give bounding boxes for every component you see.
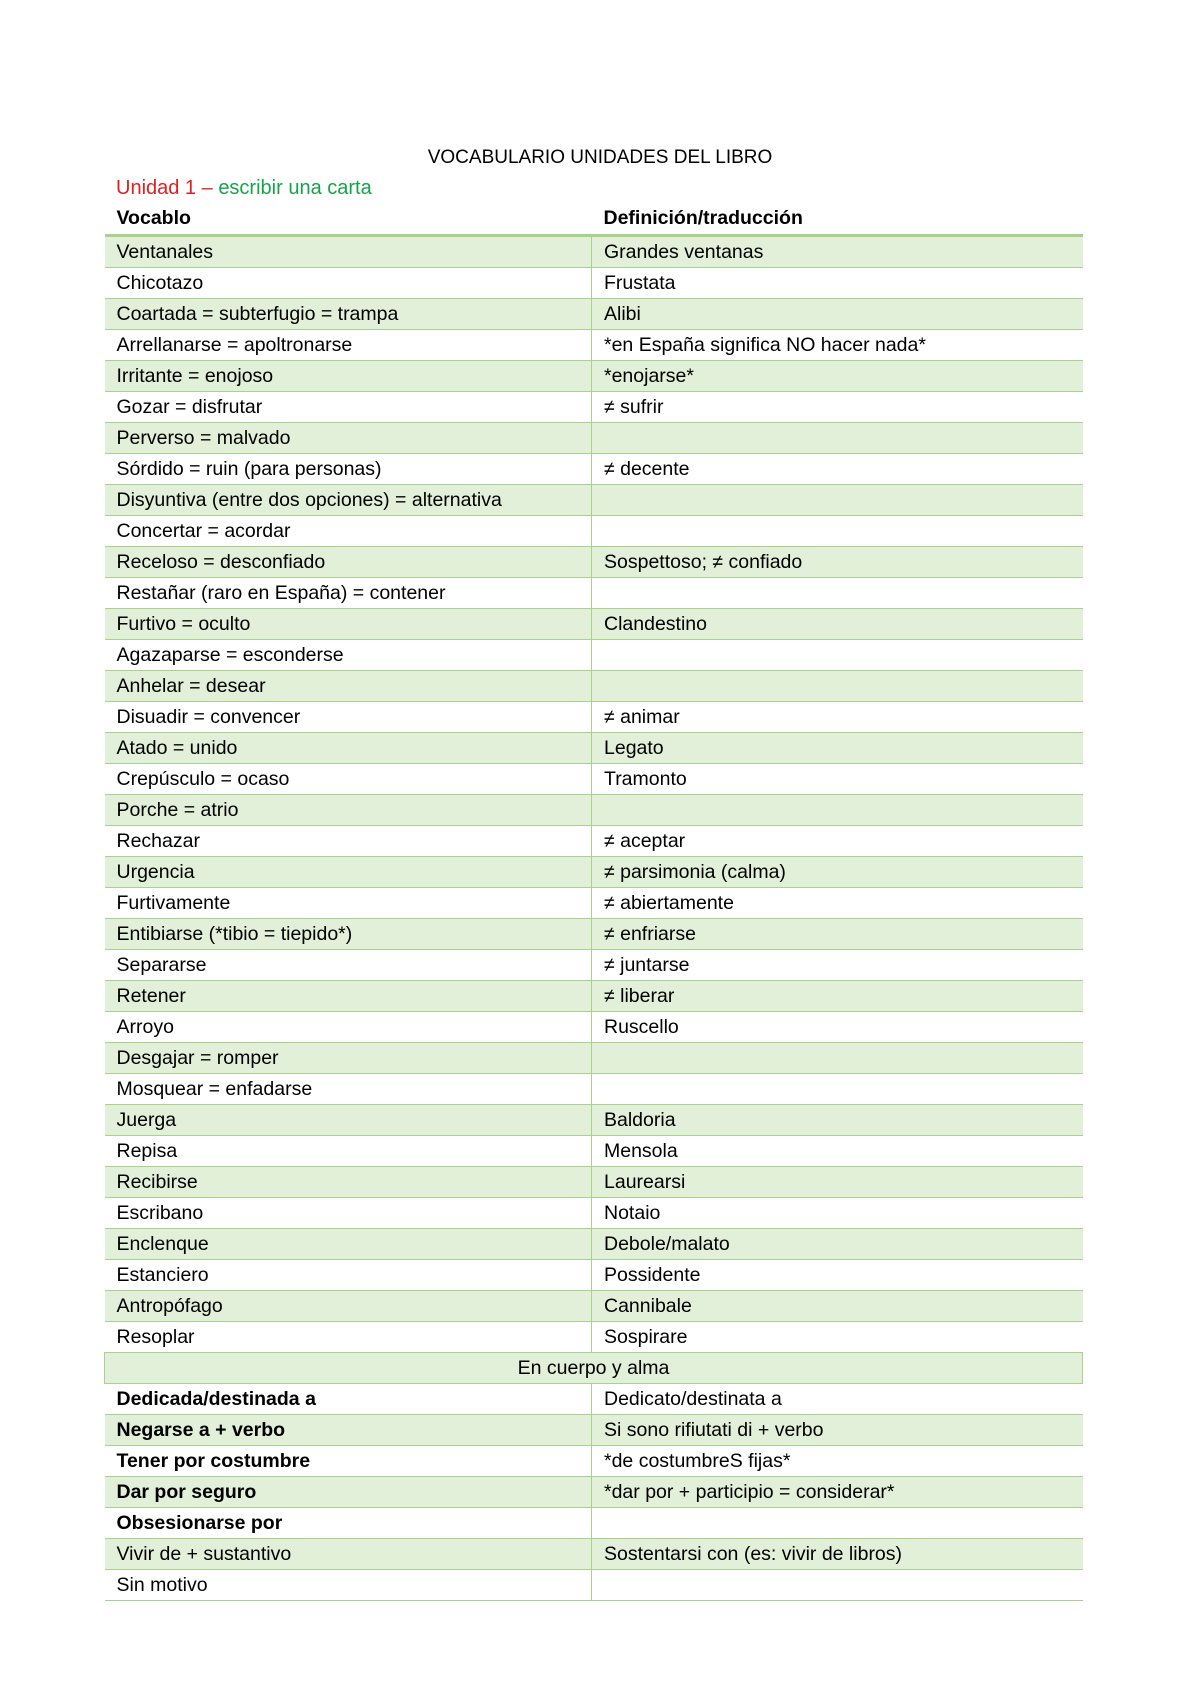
vocablo-cell: Sórdido = ruin (para personas) xyxy=(105,454,592,485)
vocablo-cell: Chicotazo xyxy=(105,268,592,299)
vocablo-cell: Repisa xyxy=(105,1136,592,1167)
table-row xyxy=(105,1167,1083,1198)
vocablo-cell: Perverso = malvado xyxy=(105,423,592,454)
definicion-cell: ≠ juntarse xyxy=(592,950,1083,981)
table-row xyxy=(105,1198,1083,1229)
vocablo-cell: Antropófago xyxy=(105,1291,592,1322)
vocablo-cell: Negarse a + verbo xyxy=(105,1415,592,1446)
vocablo-cell: Irritante = enojoso xyxy=(105,361,592,392)
vocablo-cell: Coartada = subterfugio = trampa xyxy=(105,299,592,330)
vocablo-cell: Arrellanarse = apoltronarse xyxy=(105,330,592,361)
definicion-cell xyxy=(592,671,1083,702)
table-row xyxy=(105,733,1083,764)
definicion-cell xyxy=(592,423,1083,454)
definicion-cell xyxy=(592,1508,1083,1539)
table-body xyxy=(105,236,1083,1601)
definicion-cell: Dedicato/destinata a xyxy=(592,1384,1083,1415)
definicion-cell: Ruscello xyxy=(592,1012,1083,1043)
column-header-vocablo: Vocablo xyxy=(105,203,592,236)
vocablo-cell: Separarse xyxy=(105,950,592,981)
definicion-cell: ≠ parsimonia (calma) xyxy=(592,857,1083,888)
table-row xyxy=(105,671,1083,702)
definicion-cell: Cannibale xyxy=(592,1291,1083,1322)
table-row xyxy=(105,609,1083,640)
definicion-cell: Mensola xyxy=(592,1136,1083,1167)
vocablo-cell: Agazaparse = esconderse xyxy=(105,640,592,671)
vocablo-cell: Juerga xyxy=(105,1105,592,1136)
vocablo-cell: Rechazar xyxy=(105,826,592,857)
table-row xyxy=(105,1291,1083,1322)
definicion-cell: Debole/malato xyxy=(592,1229,1083,1260)
column-header-definicion: Definición/traducción xyxy=(592,203,1083,236)
definicion-cell: Alibi xyxy=(592,299,1083,330)
table-row xyxy=(105,1415,1083,1446)
vocablo-cell: Mosquear = enfadarse xyxy=(105,1074,592,1105)
vocablo-cell: Porche = atrio xyxy=(105,795,592,826)
definicion-cell: ≠ aceptar xyxy=(592,826,1083,857)
table-row xyxy=(105,361,1083,392)
definicion-cell: *enojarse* xyxy=(592,361,1083,392)
table-row xyxy=(105,1043,1083,1074)
vocablo-cell: Receloso = desconfiado xyxy=(105,547,592,578)
definicion-cell: *de costumbreS fijas* xyxy=(592,1446,1083,1477)
vocablo-cell: Estanciero xyxy=(105,1260,592,1291)
table-row xyxy=(105,1539,1083,1570)
vocablo-cell: Dar por seguro xyxy=(105,1477,592,1508)
vocablo-cell: Sin motivo xyxy=(105,1570,592,1601)
vocablo-cell: Furtivamente xyxy=(105,888,592,919)
vocablo-cell: Dedicada/destinada a xyxy=(105,1384,592,1415)
table-row xyxy=(105,1322,1083,1353)
vocablo-cell: Disuadir = convencer xyxy=(105,702,592,733)
table-row xyxy=(105,764,1083,795)
vocablo-cell: Tener por costumbre xyxy=(105,1446,592,1477)
definicion-cell: *dar por + participio = considerar* xyxy=(592,1477,1083,1508)
definicion-cell: Sospirare xyxy=(592,1322,1083,1353)
table-row xyxy=(105,702,1083,733)
definicion-cell: ≠ decente xyxy=(592,454,1083,485)
table-row xyxy=(105,236,1083,268)
vocablo-cell: Atado = unido xyxy=(105,733,592,764)
section-heading: En cuerpo y alma xyxy=(105,1353,1083,1384)
definicion-cell: Baldoria xyxy=(592,1105,1083,1136)
table-row xyxy=(105,795,1083,826)
vocablo-cell: Retener xyxy=(105,981,592,1012)
unit-heading xyxy=(116,176,372,200)
table-row xyxy=(105,1570,1083,1601)
table-row xyxy=(105,1012,1083,1043)
definicion-cell: ≠ animar xyxy=(592,702,1083,733)
section-row xyxy=(105,1353,1083,1384)
definicion-cell xyxy=(592,516,1083,547)
vocabulary-table xyxy=(104,203,1083,1601)
vocablo-cell: Concertar = acordar xyxy=(105,516,592,547)
table-row xyxy=(105,485,1083,516)
table-row xyxy=(105,454,1083,485)
definicion-cell xyxy=(592,1570,1083,1601)
definicion-cell: *en España significa NO hacer nada* xyxy=(592,330,1083,361)
table-row xyxy=(105,1229,1083,1260)
vocablo-cell: Disyuntiva (entre dos opciones) = alternativa xyxy=(105,485,592,516)
table-row xyxy=(105,981,1083,1012)
table-header-row xyxy=(105,203,1083,236)
vocablo-cell: Anhelar = desear xyxy=(105,671,592,702)
definicion-cell xyxy=(592,578,1083,609)
definicion-cell: Laurearsi xyxy=(592,1167,1083,1198)
table-row xyxy=(105,826,1083,857)
table-row xyxy=(105,919,1083,950)
definicion-cell: Notaio xyxy=(592,1198,1083,1229)
vocablo-cell: Entibiarse (*tibio = tiepido*) xyxy=(105,919,592,950)
definicion-cell xyxy=(592,1043,1083,1074)
vocablo-cell: Arroyo xyxy=(105,1012,592,1043)
definicion-cell: Clandestino xyxy=(592,609,1083,640)
unit-number: Unidad 1 xyxy=(116,177,197,199)
vocablo-cell: Gozar = disfrutar xyxy=(105,392,592,423)
vocablo-cell: Restañar (raro en España) = contener xyxy=(105,578,592,609)
vocablo-cell: Resoplar xyxy=(105,1322,592,1353)
vocablo-cell: Vivir de + sustantivo xyxy=(105,1539,592,1570)
table-row xyxy=(105,950,1083,981)
table-row xyxy=(105,1446,1083,1477)
definicion-cell xyxy=(592,485,1083,516)
table-row xyxy=(105,516,1083,547)
table-row xyxy=(105,330,1083,361)
unit-subtitle: escribir una carta xyxy=(218,177,372,199)
definicion-cell: Si sono rifiutati di + verbo xyxy=(592,1415,1083,1446)
table-row xyxy=(105,578,1083,609)
table-row xyxy=(105,640,1083,671)
definicion-cell: Tramonto xyxy=(592,764,1083,795)
table-row xyxy=(105,1508,1083,1539)
table-row xyxy=(105,1384,1083,1415)
vocablo-cell: Desgajar = romper xyxy=(105,1043,592,1074)
definicion-cell: Sostentarsi con (es: vivir de libros) xyxy=(592,1539,1083,1570)
table-row xyxy=(105,1074,1083,1105)
table-row xyxy=(105,1105,1083,1136)
vocablo-cell: Ventanales xyxy=(105,236,592,268)
definicion-cell: ≠ enfriarse xyxy=(592,919,1083,950)
table-row xyxy=(105,268,1083,299)
table-row xyxy=(105,1136,1083,1167)
table-row xyxy=(105,299,1083,330)
table-row xyxy=(105,857,1083,888)
vocablo-cell: Obsesionarse por xyxy=(105,1508,592,1539)
table-row xyxy=(105,1477,1083,1508)
definicion-cell: Legato xyxy=(592,733,1083,764)
table-row xyxy=(105,547,1083,578)
vocablo-cell: Urgencia xyxy=(105,857,592,888)
definicion-cell: ≠ liberar xyxy=(592,981,1083,1012)
table-row xyxy=(105,392,1083,423)
definicion-cell xyxy=(592,640,1083,671)
definicion-cell: Grandes ventanas xyxy=(592,236,1083,268)
definicion-cell: Frustata xyxy=(592,268,1083,299)
table-row xyxy=(105,888,1083,919)
definicion-cell: Possidente xyxy=(592,1260,1083,1291)
vocablo-cell: Furtivo = oculto xyxy=(105,609,592,640)
vocablo-cell: Enclenque xyxy=(105,1229,592,1260)
vocablo-cell: Recibirse xyxy=(105,1167,592,1198)
table-row xyxy=(105,1260,1083,1291)
document-title: VOCABULARIO UNIDADES DEL LIBRO xyxy=(427,147,773,168)
unit-dash: – xyxy=(196,177,219,199)
definicion-cell xyxy=(592,1074,1083,1105)
definicion-cell: Sospettoso; ≠ confiado xyxy=(592,547,1083,578)
definicion-cell: ≠ abiertamente xyxy=(592,888,1083,919)
vocablo-cell: Escribano xyxy=(105,1198,592,1229)
table-row xyxy=(105,423,1083,454)
vocablo-cell: Crepúsculo = ocaso xyxy=(105,764,592,795)
definicion-cell: ≠ sufrir xyxy=(592,392,1083,423)
definicion-cell xyxy=(592,795,1083,826)
